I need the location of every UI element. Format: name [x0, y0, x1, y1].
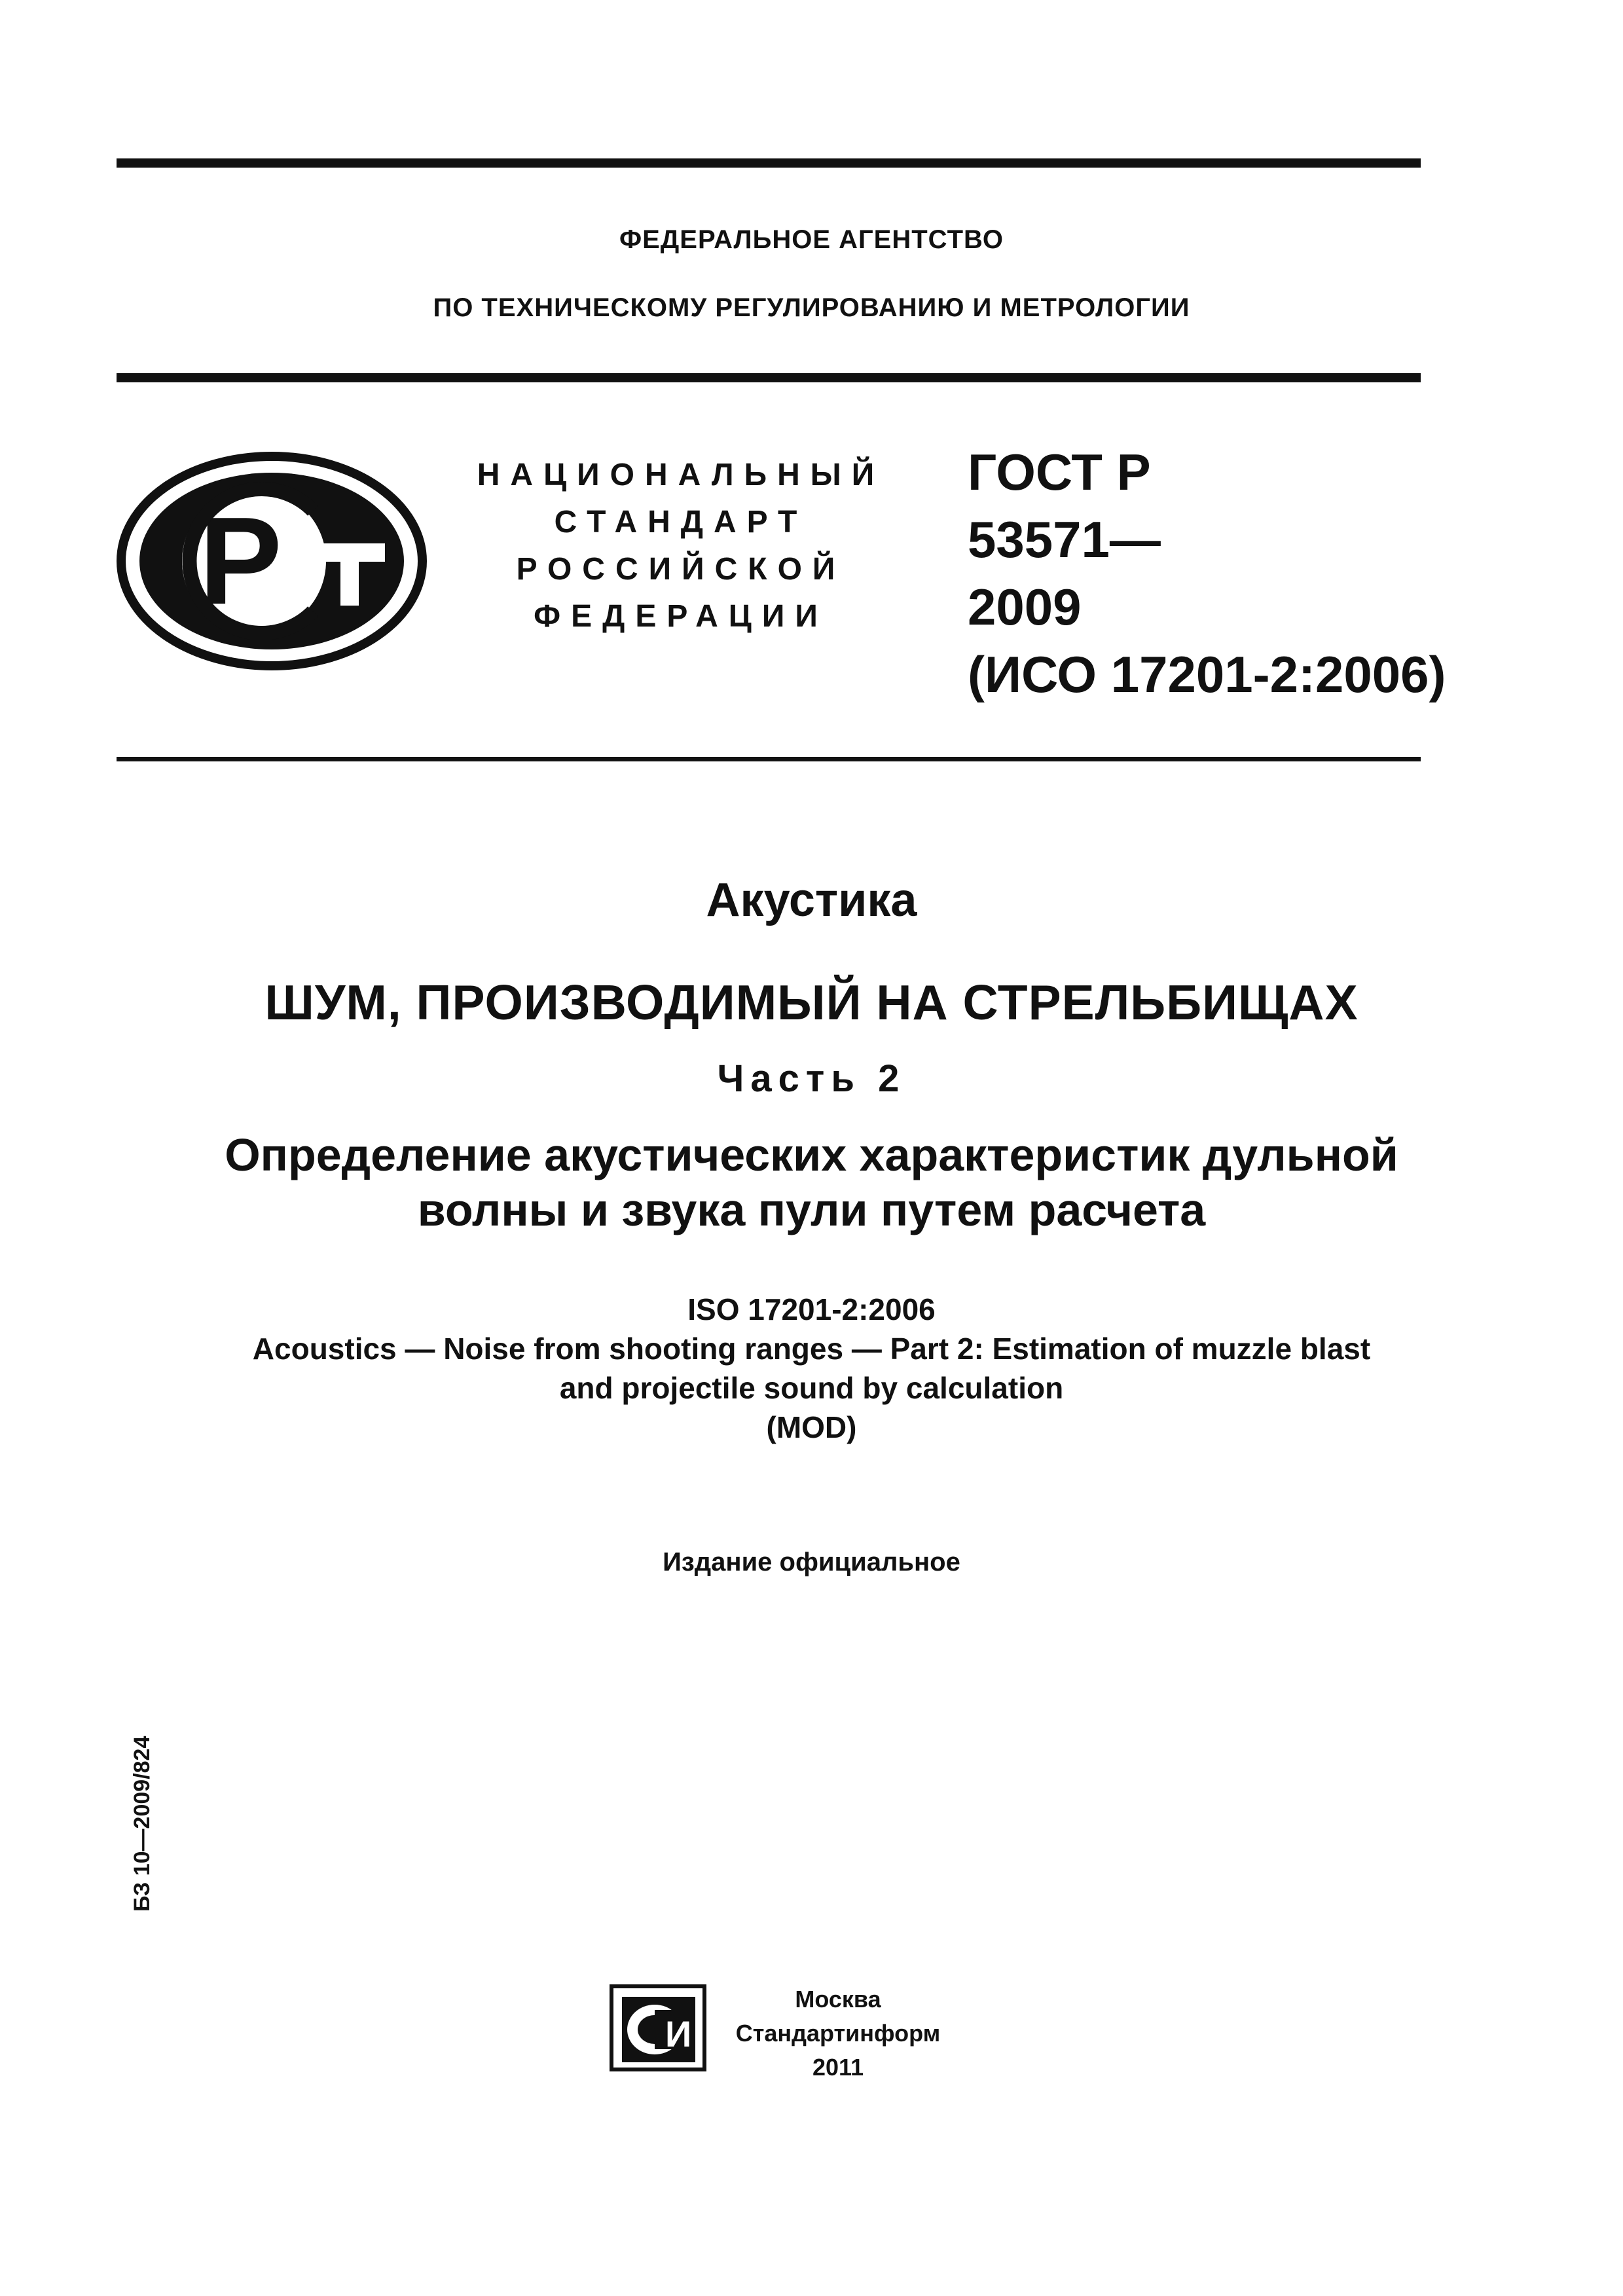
- svg-text:И: И: [665, 2013, 692, 2054]
- gost-number: [968, 439, 1446, 708]
- publisher-year: 2011: [812, 2054, 864, 2081]
- title-part: Часть 2: [717, 1057, 906, 1100]
- side-note: БЗ 10—2009/824: [130, 1736, 155, 1912]
- iso-title-line-2: and projectile sound by calculation: [559, 1371, 1064, 1405]
- gost-line-1: ГОСТ Р: [968, 443, 1151, 501]
- iso-code: ISO 17201-2:2006: [687, 1292, 936, 1326]
- sti-logo: [609, 1984, 707, 2072]
- top-rule: [117, 158, 1421, 168]
- subtitle-line-2: волны и звука пули путем расчета: [417, 1184, 1206, 1235]
- iso-mod: (MOD): [766, 1410, 857, 1444]
- subtitle-line-1: Определение акустических характеристик дульной: [225, 1129, 1398, 1180]
- gost-line-2: 53571—: [968, 511, 1161, 568]
- edition-label: Издание официальное: [663, 1548, 960, 1576]
- national-line-1: НАЦИОНАЛЬНЫЙ: [477, 458, 885, 492]
- iso-title-line-1: Acoustics — Noise from shooting ranges — Part 2: Estimation of muzzle blast: [252, 1332, 1371, 1366]
- national-standard-label: [458, 452, 903, 640]
- agency-line-2: ПО ТЕХНИЧЕСКОМУ РЕГУЛИРОВАНИЮ И МЕТРОЛОГИИ: [433, 293, 1190, 322]
- publisher-name: Стандартинформ: [735, 2020, 941, 2047]
- gost-line-3: 2009: [968, 578, 1082, 636]
- subtitle: [0, 1127, 1623, 1237]
- publisher-info: [720, 1982, 956, 2085]
- title-big: ШУМ, ПРОИЗВОДИМЫЙ НА СТРЕЛЬБИЩАХ: [264, 975, 1359, 1030]
- national-line-4: ФЕДЕРАЦИИ: [534, 599, 828, 634]
- publisher-city: Москва: [795, 1986, 881, 2013]
- header-bottom-rule: [117, 373, 1421, 382]
- iso-reference: [0, 1290, 1623, 1447]
- title-main: Акустика: [706, 874, 917, 926]
- national-line-3: РОССИЙСКОЙ: [516, 552, 846, 587]
- rst-logo-icon: [117, 452, 428, 671]
- svg-text:P: P: [199, 492, 282, 630]
- standard-bottom-rule: [117, 757, 1421, 761]
- rst-logo: [117, 452, 428, 671]
- sti-logo-icon: [609, 1984, 707, 2072]
- agency-line-1: ФЕДЕРАЛЬНОЕ АГЕНТСТВО: [619, 225, 1004, 254]
- gost-line-4: (ИСО 17201-2:2006): [968, 646, 1446, 703]
- national-line-2: СТАНДАРТ: [554, 505, 808, 539]
